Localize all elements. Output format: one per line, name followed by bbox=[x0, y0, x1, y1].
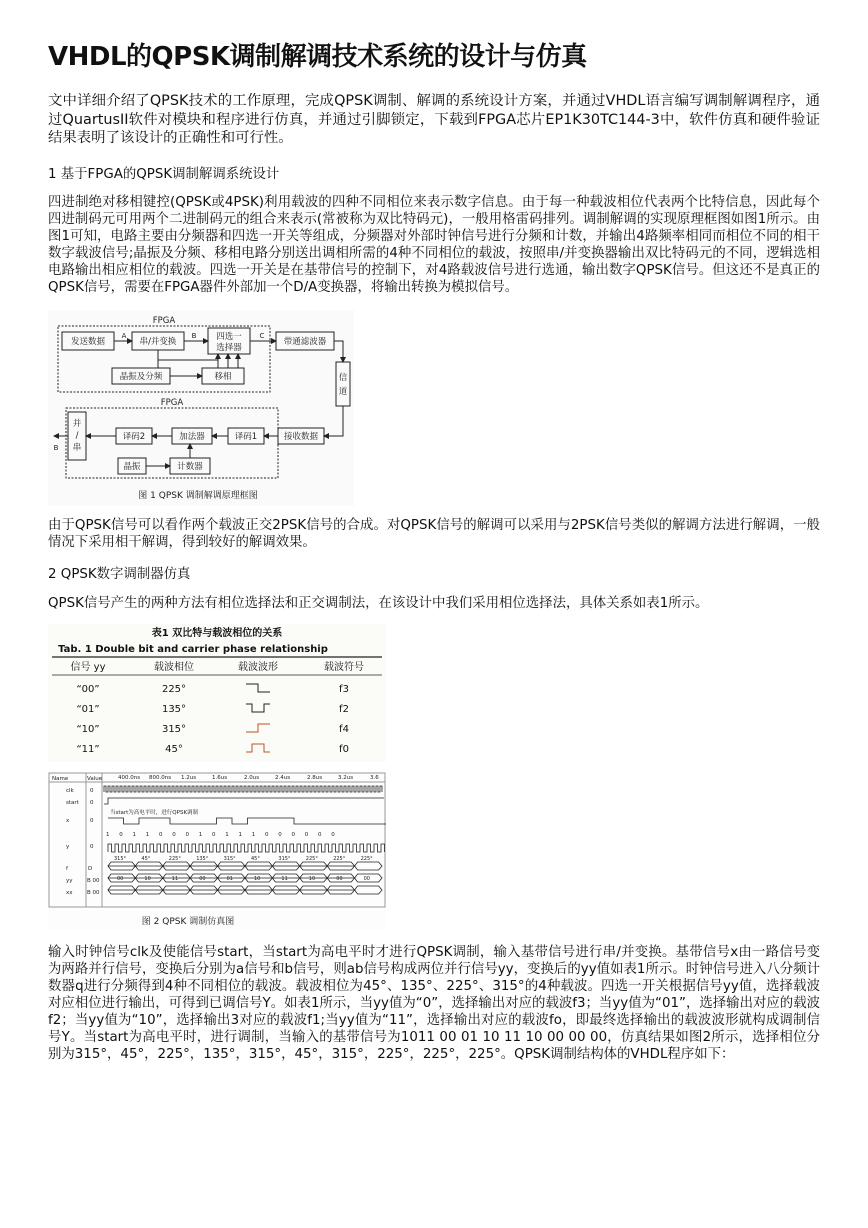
time-tick-4: 1.6us bbox=[212, 775, 228, 781]
osc-label: 晶振 bbox=[123, 462, 141, 472]
xx-bus-trace bbox=[108, 886, 382, 894]
figure-1-caption: 图 1 QPSK 调制解调原理框图 bbox=[138, 491, 258, 501]
channel-label-1: 信 bbox=[338, 373, 348, 383]
ps-label-2: / bbox=[75, 431, 79, 441]
signal-value-clk: 0 bbox=[90, 788, 94, 794]
adder-label: 加法器 bbox=[179, 432, 205, 442]
phase-label: 315° bbox=[114, 856, 127, 862]
table-header-signal: 信号 yy bbox=[70, 662, 106, 673]
section1-paragraph: 四进制绝对移相键控(QPSK或4PSK)利用载波的四种不同相位来表示数字信息。由于每一种载波相位代表两个比特信息，因此每个四进制码元可用两个二进制码元的组合来表示(常被称为双比特码元)，一般用格雷码排列。调制解调的实现原理框图如图1所示。由图1可知，电路主要由分频器和四选一开关等组成，分频器对外部时钟信号进行分频和计数，并输出4路频率相同而相位不同的相干数字载波信号;晶振及分频、移相电路分别送出调相所需的4种不同相位的载波，按照串/并变换器输出双比特码元的不同，逻辑选相电路输出相应相位的载波。四选一开关是在基带信号的控制下，对4路载波信号进行选通，输出数字QPSK信号。但这还不是真正的QPSK信号，需要在FPGA器件外部加一个D/A变换器，将输出转换为模拟信号。 bbox=[48, 195, 820, 295]
waveform-01 bbox=[246, 704, 270, 712]
signal-name-yy: yy bbox=[66, 878, 73, 884]
clk-trace bbox=[104, 786, 382, 792]
col-name-header: Name bbox=[52, 776, 69, 782]
table-row2-signal: “01” bbox=[76, 704, 100, 715]
time-tick-8: 3.2us bbox=[338, 775, 354, 781]
yy-value-label: 00 bbox=[117, 876, 124, 882]
waveform-10 bbox=[246, 724, 270, 732]
fpga-label-bottom: FPGA bbox=[160, 398, 184, 408]
point-c-label: C bbox=[259, 332, 265, 340]
table-header-symbol: 载波符号 bbox=[324, 662, 364, 673]
phase-labels bbox=[114, 856, 373, 862]
signal-value-yy: B 00 bbox=[87, 878, 100, 884]
phase-label: 315° bbox=[278, 856, 291, 862]
phase-label: 225° bbox=[333, 856, 346, 862]
point-b2-label: B bbox=[53, 444, 59, 452]
phase-label: 135° bbox=[196, 856, 209, 862]
table-row1-symbol: f3 bbox=[339, 684, 349, 695]
start-trace bbox=[104, 798, 384, 804]
serial-parallel-label: 串/并变换 bbox=[139, 337, 177, 347]
section2-paragraph: QPSK信号产生的两种方法有相位选择法和正交调制法，在该设计中我们采用相位选择法，具体关系如表1所示。 bbox=[48, 596, 709, 611]
yy-value-label: 10 bbox=[308, 876, 316, 882]
phase-label: 315° bbox=[223, 856, 236, 862]
ps-label-3: 串 bbox=[72, 443, 82, 453]
signal-value-start: 0 bbox=[90, 800, 94, 806]
yy-value-label: 10 bbox=[144, 876, 151, 882]
table-1 bbox=[48, 624, 386, 762]
abstract-paragraph: 文中详细介绍了QPSK技术的工作原理，完成QPSK调制、解调的系统设计方案，并通过VHDL语言编写调制解调程序，通过QuartusII软件对模块和程序进行仿真，并通过引脚锁定，下载到FPGA芯片EP1K30TC144-3中，软件仿真和硬件验证结果表明了该设计的正确性和可行性。 bbox=[48, 93, 820, 146]
figure-2-simulation bbox=[48, 772, 386, 930]
time-tick-9: 3.6 bbox=[370, 775, 379, 781]
table-header-wave: 载波波形 bbox=[238, 662, 278, 673]
y-trace bbox=[108, 844, 385, 852]
signal-value-y: 0 bbox=[90, 844, 94, 850]
paragraph-3: 输入时钟信号clk及使能信号start，当start为高电平时才进行QPSK调制，输入基带信号进行串/并变换。基带信号x由一路信号变为两路并行信号，变换后分别为a信号和b信号，则ab信号构成两位并行信号yy，变换后的yy值如表1所示。时钟信号进入八分频计数器q进行分频得到4种不同相位的载波。载波相位为45°、135°、225°、315°的4种载波。四选一开关根据信号yy值，选择载波对应相位进行输出，可得到已调信号Y。如表1所示，当yy值为“0”，选择输出对应的载波f3；当yy值为“01”，选择输出对应的载波f2；当yy值为“10”，选择输出3对应的载波f1;当yy值为“11”，选择输出对应的载波fo，即最终选择输出的载波波形就构成调制信号Y。当start为高电平时，进行调制，当输入的基带信号为1011 00 01 10 11 10 00 00 00，仿真结果如图2所示，选择相位分别为315°，45°，225°，135°，315°，45°，315°，225°，225°，225°。QPSK调制结构体的VHDL程序如下： bbox=[48, 945, 820, 1062]
signal-name-start: start bbox=[66, 800, 79, 806]
page-title: VHDL的QPSK调制解调技术系统的设计与仿真 bbox=[48, 42, 587, 72]
point-a-label: A bbox=[121, 332, 127, 340]
yy-value-label: 00 bbox=[363, 876, 370, 882]
table-title-en: Tab. 1 Double bit and carrier phase relationship bbox=[58, 644, 328, 655]
paragraph-2: 由于QPSK信号可以看作两个载波正交2PSK信号的合成。对QPSK信号的解调可以采用与2PSK信号类似的解调方法进行解调，一般情况下采用相干解调，得到较好的解调效果。 bbox=[48, 518, 820, 550]
time-tick-6: 2.4us bbox=[275, 775, 291, 781]
mux-label-2: 选择器 bbox=[216, 343, 242, 353]
time-tick-3: 1.2us bbox=[181, 775, 197, 781]
table-row3-signal: “10” bbox=[76, 724, 100, 735]
phase-shift-label: 移相 bbox=[214, 372, 232, 382]
table-row1-phase: 225° bbox=[161, 684, 187, 695]
phase-label: 45° bbox=[141, 856, 151, 862]
decoder1-label: 译码1 bbox=[234, 432, 258, 442]
section2-heading: 2 QPSK数字调制器仿真 bbox=[48, 567, 191, 582]
waveform-11 bbox=[246, 744, 270, 752]
counter-label: 计数器 bbox=[177, 462, 203, 472]
bandpass-filter-label: 带通滤波器 bbox=[283, 337, 327, 347]
yy-value-label: 00 bbox=[199, 876, 206, 882]
ps-label-1: 并 bbox=[72, 419, 82, 429]
simulation-svg bbox=[48, 772, 386, 930]
yy-labels bbox=[117, 876, 370, 882]
phase-label: 225° bbox=[168, 856, 181, 862]
time-tick-7: 2.8us bbox=[307, 775, 323, 781]
table-row1-signal: “00” bbox=[76, 684, 100, 695]
signal-name-xx: xx bbox=[66, 890, 73, 896]
channel-block bbox=[336, 362, 350, 406]
table-row2-phase: 135° bbox=[161, 704, 187, 715]
table-row2-symbol: f2 bbox=[339, 704, 349, 715]
signal-value-x: 0 bbox=[90, 818, 94, 824]
time-tick-1: 400.0ns bbox=[118, 775, 141, 781]
block-diagram-svg bbox=[48, 310, 354, 506]
send-data-label: 发送数据 bbox=[70, 337, 106, 347]
start-note: 当start为高电平时，进行QPSK调制 bbox=[110, 810, 199, 816]
signal-name-y: y bbox=[66, 844, 70, 850]
yy-value-label: 01 bbox=[226, 876, 233, 882]
signal-name-x: x bbox=[66, 818, 70, 824]
figure-2-caption: 图 2 QPSK 调制仿真图 bbox=[141, 917, 235, 927]
table-row3-symbol: f4 bbox=[339, 724, 349, 735]
point-b-label: B bbox=[191, 332, 197, 340]
table-header-phase: 载波相位 bbox=[154, 662, 194, 673]
x-bit-sequence: 1 0 1 1 0 0 0 1 0 1 1 1 0 0 0 0 0 0 bbox=[106, 832, 339, 838]
yy-value-label: 00 bbox=[336, 876, 343, 882]
signal-value-f: D bbox=[88, 866, 93, 872]
osc-divider-label: 晶振及分频 bbox=[119, 372, 163, 382]
channel-label-2: 道 bbox=[338, 387, 348, 397]
signal-value-xx: B 00 bbox=[87, 890, 100, 896]
table-title-cn: 表1 双比特与载波相位的关系 bbox=[151, 628, 283, 639]
table-row4-phase: 45° bbox=[165, 744, 183, 755]
table-row4-signal: “11” bbox=[76, 744, 100, 755]
time-tick-2: 800.0ns bbox=[149, 775, 172, 781]
phase-label: 225° bbox=[360, 856, 373, 862]
receive-data-label: 接收数据 bbox=[283, 432, 319, 442]
signal-name-f: f bbox=[66, 866, 68, 872]
phase-label: 45° bbox=[251, 856, 260, 862]
x-trace bbox=[108, 818, 386, 824]
waveform-00 bbox=[246, 684, 270, 692]
col-value-header: Value bbox=[87, 776, 103, 782]
phase-label: 225° bbox=[305, 856, 318, 862]
decoder2-label: 译码2 bbox=[122, 432, 146, 442]
yy-value-label: 11 bbox=[171, 876, 179, 882]
table-row4-symbol: f0 bbox=[339, 744, 349, 755]
figure-1-block-diagram bbox=[48, 310, 354, 506]
yy-value-label: 10 bbox=[254, 876, 261, 882]
table-row3-phase: 315° bbox=[161, 724, 187, 735]
f-bus-trace bbox=[108, 862, 382, 870]
signal-name-clk: clk bbox=[66, 788, 74, 794]
fpga-label-top: FPGA bbox=[152, 316, 176, 326]
yy-value-label: 11 bbox=[281, 876, 288, 882]
table-1-svg bbox=[48, 624, 386, 762]
time-tick-5: 2.0us bbox=[244, 775, 260, 781]
section1-heading: 1 基于FPGA的QPSK调制解调系统设计 bbox=[48, 167, 280, 182]
mux-label-1: 四选一 bbox=[216, 332, 242, 342]
